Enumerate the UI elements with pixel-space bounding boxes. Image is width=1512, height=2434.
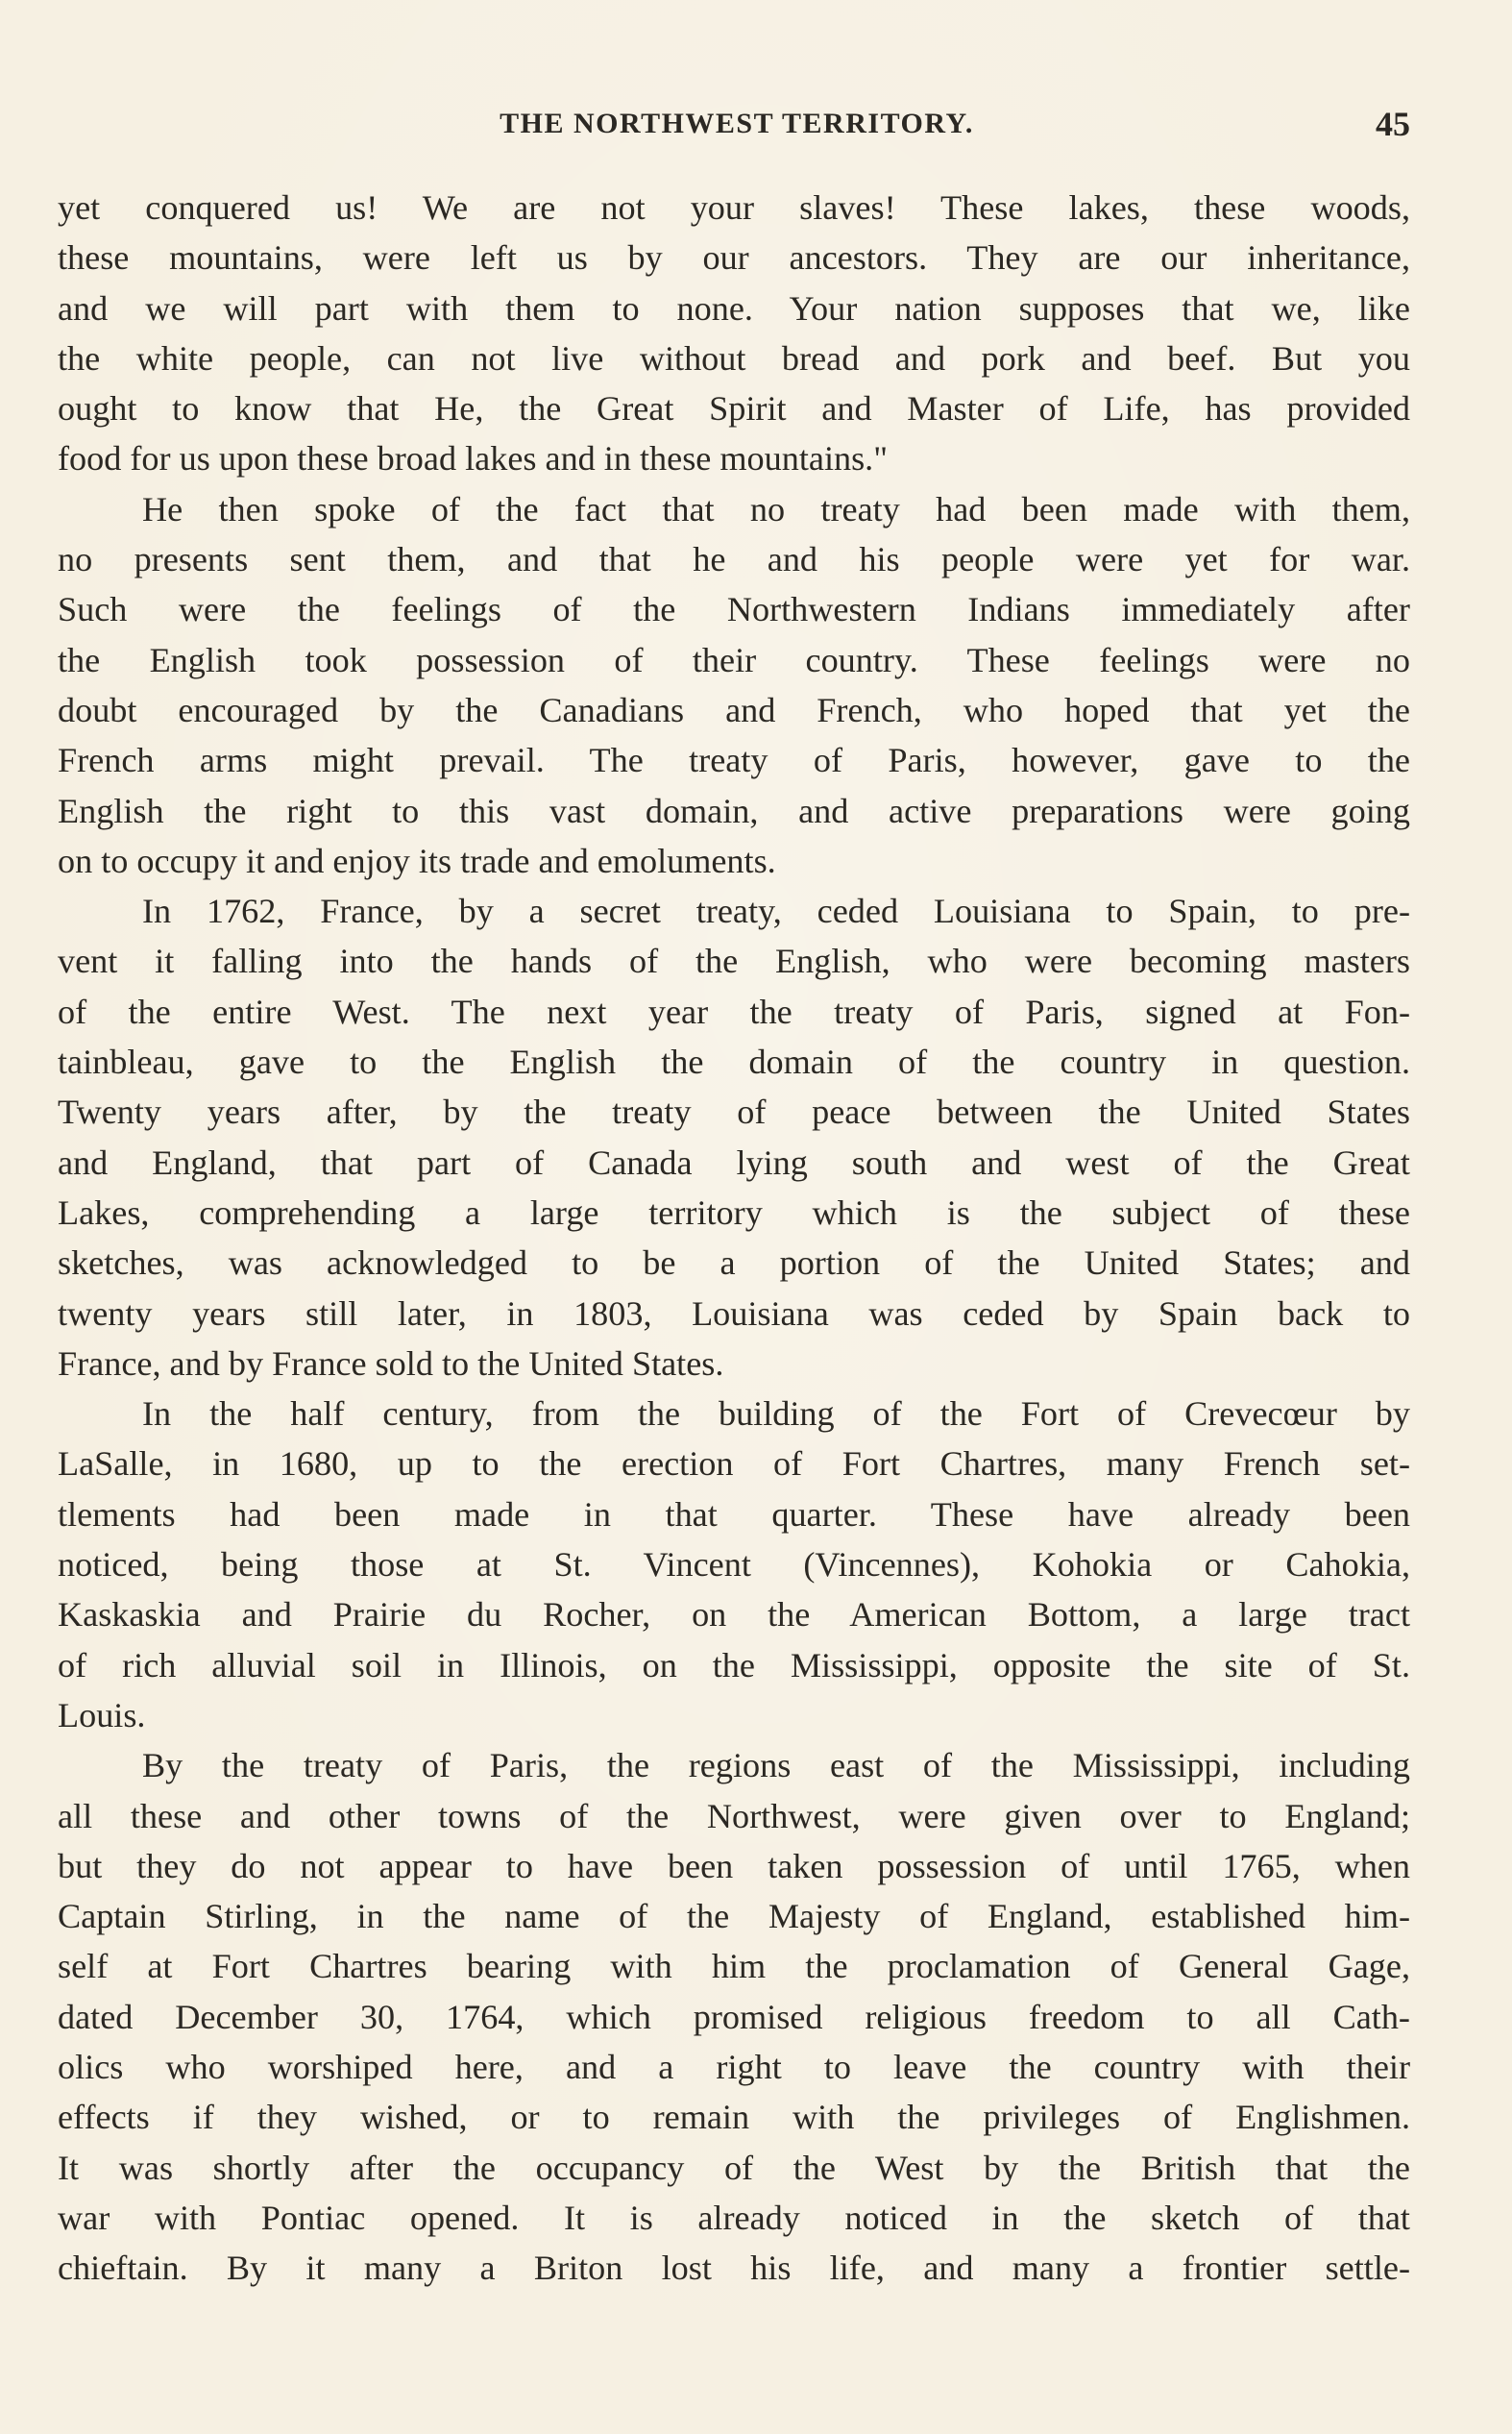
text-line: the white people, can not live without bread and pork and beef. But you bbox=[58, 338, 1410, 378]
text-line: He then spoke of the fact that no treaty had been made with them, bbox=[142, 489, 1410, 529]
text-line: no presents sent them, and that he and his people were yet for war. bbox=[58, 540, 1410, 579]
text-line: war with Pontiac opened. It is already noticed in the sketch of that bbox=[58, 2198, 1410, 2237]
text-line: dated December 30, 1764, which promised religious freedom to all Cath- bbox=[58, 1997, 1410, 2036]
text-line: but they do not appear to have been taken possession of until 1765, when bbox=[58, 1846, 1410, 1885]
text-line: In the half century, from the building of the Fort of Crevecœur by bbox=[142, 1394, 1410, 1434]
text-line: In 1762, France, by a secret treaty, ceded Louisiana to Spain, to pre- bbox=[142, 892, 1410, 931]
text-line: all these and other towns of the Northwest, were given over to England; bbox=[58, 1796, 1410, 1835]
text-line: ought to know that He, the Great Spirit and Master of Life, has provided bbox=[58, 389, 1410, 429]
page-header bbox=[63, 105, 1410, 156]
text-line: Twenty years after, by the treaty of peace between the United States bbox=[58, 1093, 1410, 1132]
text-line: the English took possession of their country. These feelings were no bbox=[58, 640, 1410, 679]
text-line: olics who worshiped here, and a right to leave the country with their bbox=[58, 2047, 1410, 2086]
text-line: and we will part with them to none. Your nation supposes that we, like bbox=[58, 288, 1410, 328]
body-text bbox=[58, 183, 1410, 2293]
text-line: Louis. bbox=[58, 1695, 146, 1734]
text-line: of the entire West. The next year the treaty of Paris, signed at Fon- bbox=[58, 992, 1410, 1031]
text-line: Captain Stirling, in the name of the Majesty of England, established him- bbox=[58, 1897, 1410, 1936]
text-line: noticed, being those at St. Vincent (Vincennes), Kohokia or Cahokia, bbox=[58, 1545, 1410, 1585]
running-head: THE NORTHWEST TERRITORY. bbox=[500, 108, 974, 139]
text-line: vent it falling into the hands of the English, who were becoming masters bbox=[58, 942, 1410, 981]
text-line: on to occupy it and enjoy its trade and emoluments. bbox=[58, 841, 776, 880]
text-line: It was shortly after the occupancy of the West by the British that the bbox=[58, 2148, 1410, 2187]
text-line: Such were the feelings of the Northwestern Indians immediately after bbox=[58, 590, 1410, 629]
text-line: By the treaty of Paris, the regions east of the Mississippi, including bbox=[142, 1746, 1410, 1785]
text-line: tlements had been made in that quarter. These have already been bbox=[58, 1494, 1410, 1534]
text-line: effects if they wished, or to remain with the privileges of Englishmen. bbox=[58, 2098, 1410, 2137]
text-line: Lakes, comprehending a large territory which is the subject of these bbox=[58, 1192, 1410, 1232]
text-line: twenty years still later, in 1803, Louisiana was ceded by Spain back to bbox=[58, 1293, 1410, 1333]
text-line: and England, that part of Canada lying south and west of the Great bbox=[58, 1143, 1410, 1182]
text-line: food for us upon these broad lakes and in these mountains." bbox=[58, 439, 888, 479]
text-line: these mountains, were left us by our ancestors. They are our inheritance, bbox=[58, 238, 1410, 278]
text-line: chieftain. By it many a Briton lost his life, and many a frontier settle- bbox=[58, 2249, 1410, 2288]
text-line: doubt encouraged by the Canadians and French, who hoped that yet the bbox=[58, 690, 1410, 729]
text-line: French arms might prevail. The treaty of Paris, however, gave to the bbox=[58, 741, 1410, 780]
text-line: France, and by France sold to the United States. bbox=[58, 1343, 724, 1383]
text-line: English the right to this vast domain, and active preparations were going bbox=[58, 791, 1410, 830]
text-line: of rich alluvial soil in Illinois, on the Mississippi, opposite the site of St. bbox=[58, 1645, 1410, 1684]
text-line: LaSalle, in 1680, up to the erection of Fort Chartres, many French set- bbox=[58, 1444, 1410, 1484]
text-line: sketches, was acknowledged to be a portion of the United States; and bbox=[58, 1243, 1410, 1283]
text-line: self at Fort Chartres bearing with him the proclamation of General Gage, bbox=[58, 1947, 1410, 1986]
page-number: 45 bbox=[1376, 105, 1410, 143]
text-line: tainbleau, gave to the English the domain of the country in question. bbox=[58, 1043, 1410, 1082]
text-line: Kaskaskia and Prairie du Rocher, on the American Bottom, a large tract bbox=[58, 1595, 1410, 1635]
text-line: yet conquered us! We are not your slaves! These lakes, these woods, bbox=[58, 188, 1410, 227]
